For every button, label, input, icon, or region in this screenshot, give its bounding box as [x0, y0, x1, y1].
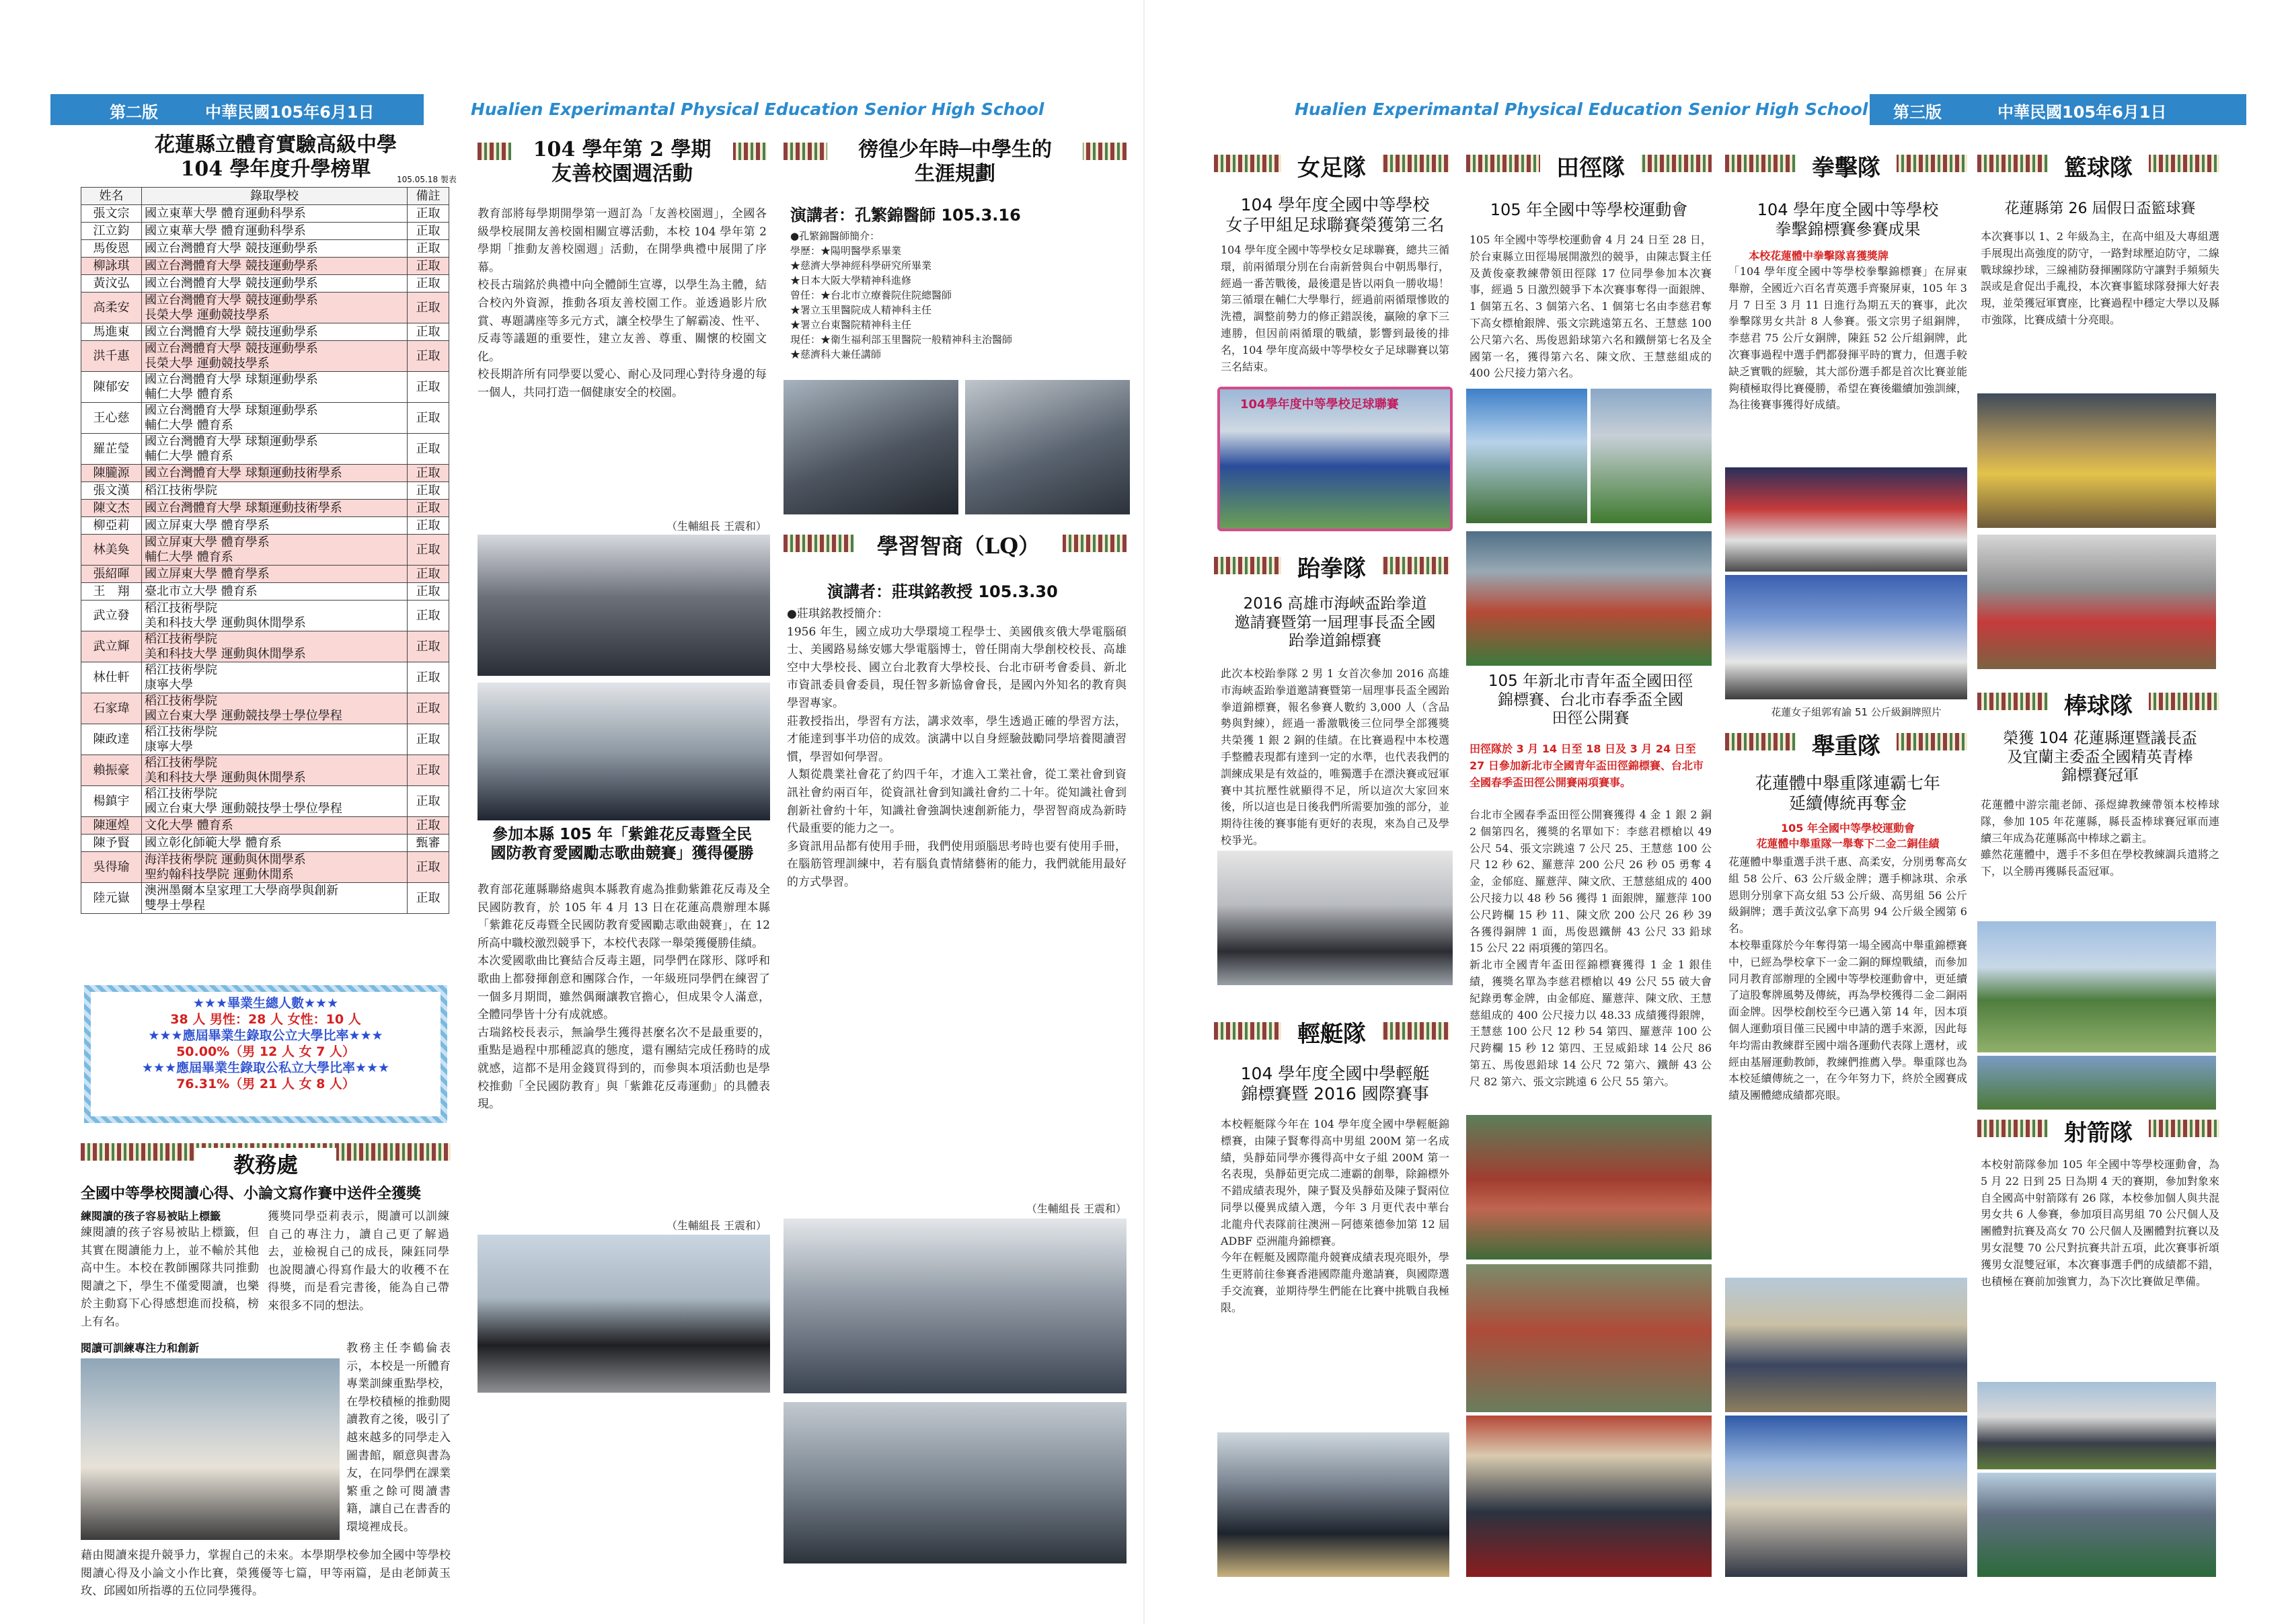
lq-speaker: 演講者：莊琪銘教授 105.3.30 [827, 582, 1058, 601]
admitted-school-cell: 國立台灣體育大學 球類運動技術學系 [142, 500, 408, 517]
admitted-school-cell: 國立台灣體育大學 競技運動學系 長榮大學 運動競技學系 [142, 293, 408, 323]
admitted-school-cell: 澳洲墨爾本皇家理工大學商學與創新 雙學士學程 [142, 883, 408, 914]
archery-text: 本校射箭隊參加 105 年全國中等學校運動會，為 5 月 22 日到 25 日為期 4 天的賽期，參加對象來自全國高中射箭隊有 26 隊，本校參加個人與共混男女共 6 人參賽，參加項目高男組 70 公尺個人及團體對抗賽及高女 70 公尺個人及團體對抗賽以及男女混雙 70 公尺對抗賽共計五項，此次賽事祈頌獲男女混雙冠軍，本次賽事選手們的成績都不錯，也積極在賽前加強實力，為下次比賽做足準備。 [1981, 1158, 2219, 1288]
student-name-cell: 江立鈞 [81, 223, 142, 240]
student-name-cell: 吳得瑜 [81, 852, 142, 883]
admitted-school-cell: 國立屏東大學 體育學系 [142, 517, 408, 535]
baseball-headline-line1: 榮獲 104 花蓮縣運暨議長盃 [2003, 730, 2197, 747]
archery-photo-1 [1977, 1382, 2216, 1469]
student-name-cell: 賴振豪 [81, 755, 142, 786]
admission-table-body [81, 205, 449, 914]
track-photo-5 [1466, 1264, 1712, 1412]
student-name-cell: 陳郁安 [81, 372, 142, 403]
table-row [81, 240, 449, 258]
table-row [81, 341, 449, 372]
admission-note-cell: 正取 [408, 583, 449, 601]
table-row [81, 482, 449, 500]
weights-photo-2 [1725, 1416, 1967, 1577]
admission-note-cell: 正取 [408, 817, 449, 835]
student-name-cell: 馬進東 [81, 323, 142, 341]
student-name-cell: 馬俊恩 [81, 240, 142, 258]
track-text2: 台北市全國春季盃田徑公開賽獲得 4 金 1 銀 2 銅 2 個第四名，獲獎的名單如下：李慈君標槍以 49 公尺 54、張文宗跳遠 7 公尺 25、王慧慈 100 公尺 12 秒 62、羅薏萍 200 公尺 26 秒 05 勇奪 4 金，金郁庭、羅薏萍、陳文欣、王慧慈組成的 400 公尺接力以 48 秒 56 獲得 1 面銀牌，羅薏萍 100 公尺跨欄 15 秒 11、陳文欣 200 公尺 26 秒 39 各獲得銅牌 1 面，馬俊恩鐵餅 43 公尺 33 鉛球 15 公尺 22 兩項獲的第四名。 新北市全國青年盃田徑錦標賽獲得 1 金 1 銀佳績，獲獎名單為李慈君標槍以 49 公尺 55 破大會紀錄勇奪金牌，由金郁庭、羅薏萍、陳文欣、王慧慈組成的 400 公尺接力以 48.33 成績獲得銀牌，王慧慈 100 公尺 12 秒 54 第四、羅薏萍 100 公尺跨欄 15 秒 12 第四、王昱威鉛球 14 公尺 86 第五、馬俊恩鉛球 14 公尺 72 第六、鐵餅 43 公尺 82 第六、張文宗跳遠 6 公尺 55 第六。 [1470, 808, 1712, 1088]
table-row [81, 835, 449, 852]
stats-line1: 38 人 男性：28 人 女性：10 人 [170, 1012, 361, 1027]
table-row [81, 631, 449, 662]
admitted-school-cell: 稻江技術學院 美和科技大學 運動與休閒學系 [142, 601, 408, 631]
student-name-cell: 王 翔 [81, 583, 142, 601]
student-name-cell: 柳亞莉 [81, 517, 142, 535]
affairs-text1: 練閱讀的孩子容易被貼上標籤，但其實在閱讀能力上，並不輸於其他高中生。本校在教師團隊共同推動閱讀之下，學生不僅愛閱讀，也樂於主動寫下心得感想進而投稿，榜上有名。 [81, 1226, 259, 1329]
stats-line5: 76.31%（男 21 人 女 8 人） [176, 1077, 355, 1091]
table-row [81, 465, 449, 482]
admitted-school-cell: 稻江技術學院 康寧大學 [142, 662, 408, 693]
affairs-headline: 全國中等學校閱讀心得、小論文寫作賽中送件全獲獎 [81, 1186, 422, 1202]
stats-title: ★★★畢業生總人數★★★ [192, 996, 339, 1011]
student-name-cell: 陳予賢 [81, 835, 142, 852]
admission-note-cell: 正取 [408, 240, 449, 258]
admitted-school-cell: 國立台灣體育大學 球類運動學系 輔仁大學 體育系 [142, 372, 408, 403]
boxing-photo-caption: 花蓮女子組郭宥諭 51 公斤級銅牌照片 [1771, 706, 1942, 718]
roster-title-line2: 104 學年度升學榜單 [180, 157, 371, 181]
student-name-cell: 張文漢 [81, 482, 142, 500]
admission-note-cell: 正取 [408, 293, 449, 323]
friendly-photo-2 [478, 683, 770, 820]
stats-line3: 50.00%（男 12 人 女 7 人） [176, 1044, 355, 1059]
track-section-title: 田徑隊 [1540, 149, 1641, 182]
col-name-header: 姓名 [81, 188, 142, 205]
rowing-section-title: 輕艇隊 [1281, 1015, 1382, 1048]
table-row [81, 535, 449, 566]
admitted-school-cell: 國立彰化師範大學 體育系 [142, 835, 408, 852]
lq-photo-2 [784, 1402, 1127, 1563]
affairs-text2b: 藉由閱讀來提升競爭力，掌握自己的未來。本學期學校參加全國中等學校閱讀心得及小論文小作比賽，榮獲優等七篇，甲等兩篇，是由老師黃玉玫、邱國如所指導的五位同學獲得。 [81, 1549, 451, 1598]
table-row [81, 323, 449, 341]
roster-date-note: 105.05.18 製表 [397, 175, 457, 184]
table-row [81, 817, 449, 835]
table-row [81, 693, 449, 724]
basketball-section-title: 籃球隊 [2048, 149, 2149, 182]
admission-note-cell: 正取 [408, 724, 449, 755]
admission-note-cell: 正取 [408, 341, 449, 372]
table-row [81, 724, 449, 755]
page-fold [1143, 0, 1145, 1624]
rowing-headline-line2: 錦標賽暨 2016 國際賽事 [1241, 1084, 1429, 1104]
track-headline2-line3: 田徑公開賽 [1552, 709, 1630, 728]
basketball-photo-2 [1977, 535, 2216, 669]
table-row [81, 883, 449, 914]
baseball-section-title: 棒球隊 [2048, 687, 2149, 720]
left-school-banner [424, 94, 1137, 125]
boxing-headline [1728, 200, 1967, 239]
boxing-headline-line1: 104 學年度全國中等學校 [1757, 200, 1939, 219]
baseball-headline-line2: 及宜蘭主委盃全國精英青棒 [2007, 748, 2193, 766]
left-school-name: Hualien Experimantal Physical Education Senior High School [471, 100, 1044, 119]
admission-note-cell: 正取 [408, 631, 449, 662]
soccer-text: 104 學年度全國中等學校女足球聯賽，總共三循環，前兩循環分別在台南新營與台中朝馬舉行，經過一番苦戰後，最後還是皆以兩負一勝收場！第三循環在輔仁大學舉行，經過前兩循環慘敗的洗禮，調整前勢力的修正錯誤後，贏險的拿下三連勝，但因前兩循環的戰績，影響到最後的排名，104 學年度高級中等學校女子足球聯賽以第三名結束。 [1221, 243, 1449, 373]
soccer-photo [1217, 387, 1453, 531]
stats-line4: ★★★應屆畢業生錄取公私立大學比率★★★ [141, 1060, 390, 1075]
admitted-school-cell: 國立台灣體育大學 競技運動學系 長榮大學 運動競技學系 [142, 341, 408, 372]
taekwondo-headline-line3: 跆拳道錦標賽 [1289, 632, 1381, 650]
admitted-school-cell: 稻江技術學院 康寧大學 [142, 724, 408, 755]
friendly-credit: （生輔組長 王震和） [666, 520, 767, 533]
career-photo-2 [965, 380, 1130, 514]
reading-award-photo [81, 1358, 340, 1540]
right-edition: 第三版 [1893, 103, 1942, 122]
baseball-photo-2 [1977, 1056, 2216, 1110]
admitted-school-cell: 國立屏東大學 體育學系 輔仁大學 體育系 [142, 535, 408, 566]
table-row [81, 403, 449, 434]
weights-headline [1728, 773, 1967, 814]
admitted-school-cell: 國立台灣體育大學 競技運動學系 [142, 275, 408, 293]
table-row [81, 293, 449, 323]
affairs-section-title: 教務處 [195, 1148, 336, 1179]
roster-title-line1: 花蓮縣立體育實驗高級中學 [155, 133, 397, 157]
choir-photo [478, 1235, 770, 1393]
student-name-cell: 張紹暉 [81, 566, 142, 583]
track-photo-4 [1466, 1115, 1712, 1260]
choir-title-line1: 參加本縣 105 年「紫錐花反毒暨全民 [478, 826, 767, 845]
boxing-photo-2 [1725, 575, 1967, 699]
boxing-text: 「104 學年度全國中等學校拳擊錦標賽」在屏東舉辦，全國近六百名青英選手齊聚屏東，105 年 3 月 7 日至 3 月 11 日進行為期五天的賽事，此次拳擊隊男女共計 8 人參賽。張文宗男子組銅牌，李慈君 75 公斤女銅牌，陳鈺 52 公斤組銅牌，此次賽事過程中選手們都發揮平時的實力，但選手較缺乏實戰的經驗，其大部份選手都是首次比賽並能夠積極取得比賽優勝，希望在賽後繼續加強訓練，為往後賽事獲得好成績。 [1728, 265, 1967, 412]
lq-credit: （生輔組長 王震和） [1026, 1202, 1127, 1215]
admission-note-cell: 正取 [408, 500, 449, 517]
student-name-cell: 石家瑋 [81, 693, 142, 724]
soccer-section-title: 女足隊 [1281, 149, 1382, 182]
student-name-cell: 陳朧源 [81, 465, 142, 482]
graduate-stats [94, 995, 437, 1092]
rowing-headline-line1: 104 學年度全國中學輕艇 [1240, 1064, 1430, 1083]
career-photo-1 [784, 380, 958, 514]
admitted-school-cell: 海洋技術學院 運動與休閒學系 聖約翰科技學院 運動休閒系 [142, 852, 408, 883]
admitted-school-cell: 稻江技術學院 國立台東大學 運動競技學士學位學程 [142, 786, 408, 817]
admission-note-cell: 正取 [408, 662, 449, 693]
basketball-text: 本次賽事以 1、2 年級為主，在高中組及大專組選手展現出高強度的防守，一路對球壓迫防守，二線戰球線抄球，三線補防發揮團隊防守讓對手頻頻失誤或是倉促出手亂投，本次賽事籃球隊發揮大好表現，並榮獲冠軍寶座，比賽過程中穩定大學以及縣市強隊，比賽成績十分亮眼。 [1981, 230, 2219, 326]
affairs-sub2: 閱讀可訓練專注力和創新 [81, 1342, 200, 1354]
admission-note-cell: 正取 [408, 275, 449, 293]
left-edition: 第二版 [110, 103, 158, 122]
boxing-red-intro: 本校花蓮體中拳擊隊喜獲獎牌 [1749, 249, 1889, 262]
student-name-cell: 武立發 [81, 601, 142, 631]
student-name-cell: 武立輝 [81, 631, 142, 662]
table-row [81, 583, 449, 601]
table-row [81, 434, 449, 465]
boxing-photo-1 [1725, 467, 1967, 572]
admitted-school-cell: 國立台灣體育大學 球類運動學系 輔仁大學 體育系 [142, 403, 408, 434]
student-name-cell: 林仕軒 [81, 662, 142, 693]
rowing-text: 本校輕艇隊今年在 104 學年度全國中學輕艇錦標賽，由陳子賢奪得高中男組 200M 第一名成績，吳靜茹同學亦獲得高中女子組 200M 第一名表現，吳靜茹更完成二連霸的創舉，除錦標外不錯成績表現外，陳子賢及吳靜茹及陳子賢兩位同學以優異成績入選，今年 3 月更代表中華台北龍舟代表隊前往澳洲－阿德萊德參加第 12 屆 ADBF 亞洲龍舟錦標賽。 今年在輕艇及國際龍舟競賽成績表現亮眼外，學生更將前往參賽香港國際龍舟邀請賽，與國際選手交流賽，並期待學生們能在比賽中挑戰自我極限。 [1221, 1118, 1449, 1314]
taekwondo-photo [1217, 851, 1453, 985]
track-headline2 [1470, 672, 1712, 728]
admission-note-cell: 正取 [408, 883, 449, 914]
right-edition-banner [1870, 94, 2246, 125]
taekwondo-headline-line1: 2016 高雄市海峽盃跆拳道 [1243, 595, 1427, 613]
soccer-photo-caption: 104學年度中等學校足球聯賽 [1240, 397, 1399, 412]
career-bio: ●孔繁錦醫師簡介： 學歷：★陽明醫學系畢業 ★慈濟大學神經科學研究所畢業 ★日本大阪大學精神科進修 曾任：★台北市立療養院住院總醫師 ★署立玉里醫院成人精神科主任 ★署立台東醫院精神科主任 現任：★衛生福利部玉里醫院一般精神科主治醫師 ★慈濟科大兼任講師 [790, 230, 1013, 360]
lq-title: 學習智商（LQ） [854, 529, 1063, 560]
soccer-headline [1221, 195, 1449, 235]
lq-text: ●莊琪銘教授簡介： 1956 年生，國立成功大學環境工程學士、美國俄亥俄大學電腦碩士、美國路易絲安娜大學電腦博士，曾任開南大學創校校長、高雄空中大學校長、國立台北教育大學校長、台北市研考會委員、新北市資訊委員會委員，現任智多新協會會長，是國內外知名的教育與學習專家。 莊教授指出，學習有方法，講求效率，學生透過正確的學習方法，才能達到事半功倍的成效。演講中以自身經驗鼓勵同學培養閱讀習慣，學習如何學習。 人類從農業社會花了約四千年，才進入工業社會，從工業社會到資訊社會約兩百年，從資訊社會到知識社會約二十年。從知識社會到創新社會約十年，知識社會強調快速創新能力，學習智商成為新時代最重要的能力之一。 多資訊用品都有使用手冊，我們使用頭腦思考時也要有使用手冊，在腦筋管理訓練中，若有腦負責情緒藝術的能力，我們就能用最好的方式學習。 [787, 607, 1127, 889]
admitted-school-cell: 國立台灣體育大學 球類運動技術學系 [142, 465, 408, 482]
student-name-cell: 王心慈 [81, 403, 142, 434]
admitted-school-cell: 國立東華大學 體育運動科學系 [142, 205, 408, 223]
archery-section-title: 射箭隊 [2048, 1114, 2149, 1147]
left-edition-banner [50, 94, 424, 125]
boxing-headline-line2: 拳擊錦標賽參賽成果 [1775, 219, 1921, 239]
admission-note-cell: 正取 [408, 403, 449, 434]
baseball-text: 花蓮體中游宗龍老師、孫煜緯教練帶領本校棒球隊，參加 105 年花蓮縣，縣長盃棒球賽冠軍而連續三年成為花蓮縣高中棒球之霸主。 雖然花蓮體中，選手不多但在學校教練調兵遣將之下，以全勝再獲縣長盃冠軍。 [1981, 798, 2219, 878]
track-photo-2 [1591, 389, 1712, 523]
weights-red-intro: 105 年全國中等學校運動會 花蓮體中舉重隊一舉奪下二金二銅佳績 [1756, 822, 1940, 850]
table-row [81, 500, 449, 517]
admitted-school-cell: 稻江技術學院 美和科技大學 運動與休閒學系 [142, 755, 408, 786]
basketball-photo-1 [1977, 393, 2216, 528]
student-name-cell: 洪千惠 [81, 341, 142, 372]
student-name-cell: 陳政達 [81, 724, 142, 755]
affairs-text1b: 獲獎同學亞莉表示，閱讀可以訓練自己的專注力，讀自己更了解過去，並檢視自己的成長，陳鈺同學也說閱讀心得寫作最大的收穫不在得獎，而是看完書後，能為自己帶來很多不同的想法。 [268, 1210, 449, 1313]
track-red-intro: 田徑隊於 3 月 14 日至 18 日及 3 月 24 日至 27 日參加新北市全國青年盃田徑錦標賽、台北市全國春季盃田徑公開賽兩項賽事。 [1470, 742, 1704, 789]
student-name-cell: 陸元嶽 [81, 883, 142, 914]
admission-note-cell: 正取 [408, 693, 449, 724]
basketball-headline: 花蓮縣第 26 屆假日盃籃球賽 [2004, 200, 2196, 217]
baseball-headline [1981, 730, 2219, 785]
table-row [81, 601, 449, 631]
taekwondo-headline [1221, 595, 1449, 651]
taekwondo-headline-line2: 邀請賽暨第一屆理事長盃全國 [1234, 613, 1436, 631]
lq-photo-1 [784, 1219, 1127, 1393]
soccer-headline-line2: 女子甲組足球聯賽榮獲第三名 [1225, 215, 1445, 235]
admission-note-cell: 正取 [408, 852, 449, 883]
boxing-section-title: 拳擊隊 [1796, 149, 1897, 182]
choir-text: 教育部花蓮縣聯絡處與本縣教育處為推動紫錐花反毒及全民國防教育，於 105 年 4 月 13 日在花蓮高農辦理本縣「紫錐花反毒暨全民國防教育愛國勵志歌曲競賽」，在 12 所高中職校激烈競爭下，本校代表隊一舉榮獲優勝佳績。 本次愛國歌曲比賽結合反毒主題，同學們在隊形、隊呼和歌曲上都發揮創意和團隊合作，一年級班同學們在練習了一個多月期間，雖然偶爾讓教官擔心，但成果令人滿意，全體同學皆十分有成就感。 古瑞銘校長表示，無論學生獲得甚麼名次不是最重要的，重點是過程中那種認真的態度，還有團結完成任務時的成就感，這都不是用金錢買得到的，而參與本項活動也是學校推動「全民國防教育」與「紫錐花反毒運動」的具體表現。 [478, 883, 770, 1112]
admission-note-cell: 正取 [408, 323, 449, 341]
admitted-school-cell: 國立屏東大學 體育學系 [142, 566, 408, 583]
student-name-cell: 羅芷瑩 [81, 434, 142, 465]
table-row [81, 275, 449, 293]
choir-title [478, 826, 767, 863]
student-name-cell: 楊鎮宇 [81, 786, 142, 817]
track-photo-6 [1466, 1416, 1712, 1577]
affairs-sub1: 練閱讀的孩子容易被貼上標籤 [81, 1210, 221, 1223]
admission-note-cell: 甄審 [408, 835, 449, 852]
student-name-cell: 張文宗 [81, 205, 142, 223]
right-school-name: Hualien Experimantal Physical Education Senior High School [1295, 100, 1868, 119]
admission-note-cell: 正取 [408, 755, 449, 786]
table-row [81, 566, 449, 583]
friendly-title-line2: 友善校園週活動 [551, 162, 693, 186]
admission-note-cell: 正取 [408, 535, 449, 566]
student-name-cell: 林美奐 [81, 535, 142, 566]
admitted-school-cell: 國立台灣體育大學 球類運動學系 輔仁大學 體育系 [142, 434, 408, 465]
student-name-cell: 柳詠琪 [81, 258, 142, 275]
weights-headline-line1: 花蓮體中舉重隊連霸七年 [1755, 773, 1940, 793]
admission-note-cell: 正取 [408, 372, 449, 403]
student-name-cell: 黃汶弘 [81, 275, 142, 293]
col-note-header: 備註 [408, 188, 449, 205]
affairs-text2: 教務主任李鶴倫表示，本校是一所體育專業訓練重點學校，在學校積極的推動閱讀教育之後，吸引了越來越多的同學走入圖書館，願意與書為友，在同學們在課業繁重之餘可閱讀書籍，讓自己在書香的環境裡成長。 [346, 1342, 451, 1534]
friendly-title-line1: 104 學年第 2 學期 [533, 138, 712, 161]
table-row [81, 786, 449, 817]
career-title-line2: 生涯規劃 [915, 162, 995, 186]
choir-title-line2: 國防教育愛國勵志歌曲競賽」獲得優勝 [478, 845, 767, 863]
weights-photo-1 [1725, 1278, 1967, 1412]
admitted-school-cell: 稻江技術學院 美和科技大學 運動與休閒學系 [142, 631, 408, 662]
table-row [81, 372, 449, 403]
right-school-banner [1217, 94, 1870, 125]
admission-note-cell: 正取 [408, 601, 449, 631]
friendly-title [511, 138, 733, 186]
career-title [827, 138, 1083, 186]
student-name-cell: 陳文杰 [81, 500, 142, 517]
track-text: 105 年全國中等學校運動會 4 月 24 日至 28 日，於台東縣立田徑場展開激烈的競爭，由陳志賢主任及黃俊豪教練帶領田徑隊 17 位同學參加本次賽事，經過 5 日激烈競爭下本次賽事奪得一面銀牌、1 個第五名、3 個第六名、1 個第七名由李慈君奪下高女標槍銀牌、張文宗跳遠第五名、王慧慈 100 公尺第六名、馬俊恩鉛球第六名和鐵餅第七名及全國第一名，獲得第六名、陳文欣、王慧慈組成的 400 公尺接力第六名。 [1470, 233, 1712, 380]
table-row [81, 852, 449, 883]
career-title-line1: 徬徨少年時─中學生的 [857, 138, 1053, 161]
admission-note-cell: 正取 [408, 482, 449, 500]
admission-note-cell: 正取 [408, 517, 449, 535]
archery-photo-2 [1977, 1473, 2216, 1577]
track-photo-3 [1466, 531, 1712, 666]
admission-note-cell: 正取 [408, 258, 449, 275]
student-name-cell: 陳運煌 [81, 817, 142, 835]
rowing-headline [1221, 1064, 1449, 1104]
track-headline2-line1: 105 年新北市青年盃全國田徑 [1488, 672, 1693, 690]
taekwondo-section-title: 跆拳隊 [1281, 550, 1382, 583]
soccer-headline-line1: 104 學年度全國中等學校 [1240, 195, 1430, 215]
admitted-school-cell: 文化大學 體育系 [142, 817, 408, 835]
admitted-school-cell: 國立台灣體育大學 競技運動學系 [142, 258, 408, 275]
admission-note-cell: 正取 [408, 434, 449, 465]
track-headline: 105 年全國中等學校運動會 [1490, 200, 1688, 219]
friendly-photo-1 [478, 535, 770, 676]
admitted-school-cell: 臺北市立大學 體育系 [142, 583, 408, 601]
table-row [81, 755, 449, 786]
weights-section-title: 舉重隊 [1796, 728, 1897, 761]
table-row [81, 662, 449, 693]
admitted-school-cell: 稻江技術學院 [142, 482, 408, 500]
admitted-school-cell: 國立東華大學 體育運動科學系 [142, 223, 408, 240]
table-row [81, 223, 449, 240]
col-school-header: 錄取學校 [142, 188, 408, 205]
taekwondo-text: 此次本校跆拳隊 2 男 1 女首次參加 2016 高雄市海峽盃跆拳道邀請賽暨第一屆理事長盃全國跆拳道錦標賽，報名參賽人數約 3,000 人（含品勢與對練），經過一番激戰後三位同學全部獲獎共榮獲 1 銀 2 銅的佳績。在比賽過程中本校選手整體表現都有達到一定的水準，也代表我們的訓練成果是有效益的，唯獨選手在漂決賽或冠軍賽中其抗壓性就顯得不足，所以這次大家回來後，所以這也是日後我們所需要加強的部分，並期待往後的賽事能有更好的表現，來為自己及學校爭光。 [1221, 667, 1449, 847]
admission-note-cell: 正取 [408, 465, 449, 482]
admission-note-cell: 正取 [408, 786, 449, 817]
career-speaker: 演講者：孔繁錦醫師 105.3.16 [790, 206, 1021, 225]
choir-credit: （生輔組長 王震和） [666, 1219, 767, 1232]
rowing-photo [1217, 1432, 1449, 1577]
admitted-school-cell: 國立台灣體育大學 競技運動學系 [142, 240, 408, 258]
weights-headline-line2: 延續傳統再奪金 [1788, 794, 1907, 813]
friendly-text: 教育部將每學期開學第一週訂為「友善校園週」，全國各級學校展開友善校園相關宣導活動，本校 104 學年第 2 學期「推動友善校園週」活動，在開學典禮中展開了序幕。 校長古瑞銘於典禮中向全體師生宣導，以學生為主體，結合校內外資源，推動各項友善校園工作。並透過影片欣賞、專題講座等多元方式，讓全校學生了解霸凌、性平、反毒等議題的重要性，建立友善、尊重、關懷的校園文化。 校長期許所有同學要以愛心、耐心及同理心對待身邊的每一個人，共同打造一個健康安全的校園。 [478, 207, 767, 399]
admission-note-cell: 正取 [408, 223, 449, 240]
admission-table [81, 187, 449, 914]
admission-note-cell: 正取 [408, 205, 449, 223]
admitted-school-cell: 國立台灣體育大學 競技運動學系 [142, 323, 408, 341]
student-name-cell: 高柔安 [81, 293, 142, 323]
right-date: 中華民國105年6月1日 [1997, 103, 2167, 122]
baseball-headline-line3: 錦標賽冠軍 [2061, 767, 2139, 785]
track-photo-1 [1466, 389, 1587, 523]
baseball-photo-1 [1977, 921, 2216, 1052]
table-row [81, 258, 449, 275]
table-row [81, 517, 449, 535]
track-headline2-line2: 錦標賽、台北市春季盃全國 [1498, 691, 1683, 709]
weights-text: 花蓮體中舉重選手洪千惠、高柔安，分別勇奪高女組 58 公斤、63 公斤級金牌；選手柳詠琪、余承恩則分別拿下高女組 53 公斤級、高男組 56 公斤級銅牌；選手黃汶弘拿下高男 94 公斤級全國第 6 名。 本校舉重隊於今年奪得第一場全國高中舉重錦標賽中，已經為學校拿下一金二銅的輝煌戰績，而參加同月教育部辦理的全國中等學校運動會中，更延續了這股奪牌風勢及傳統，再為學校獲得二金二銅兩面金牌。因學校創校至今已邁入第 14 年，因本項個人運動項目僅三民國中申請的選手來源，因此每年均需由教練群至國中端各運動代表隊上選材，或經由基層運動教師，教練們推薦入學。舉重隊也為本校延續傳統之一，在今年努力下，終於全國賽成績及團體總成績都亮眼。 [1728, 855, 1967, 1102]
table-header-row [81, 188, 449, 205]
admission-note-cell: 正取 [408, 566, 449, 583]
admitted-school-cell: 稻江技術學院 國立台東大學 運動競技學士學位學程 [142, 693, 408, 724]
stats-line2: ★★★應屆畢業生錄取公立大學比率★★★ [148, 1028, 383, 1043]
table-row [81, 205, 449, 223]
left-date: 中華民國105年6月1日 [205, 103, 375, 122]
